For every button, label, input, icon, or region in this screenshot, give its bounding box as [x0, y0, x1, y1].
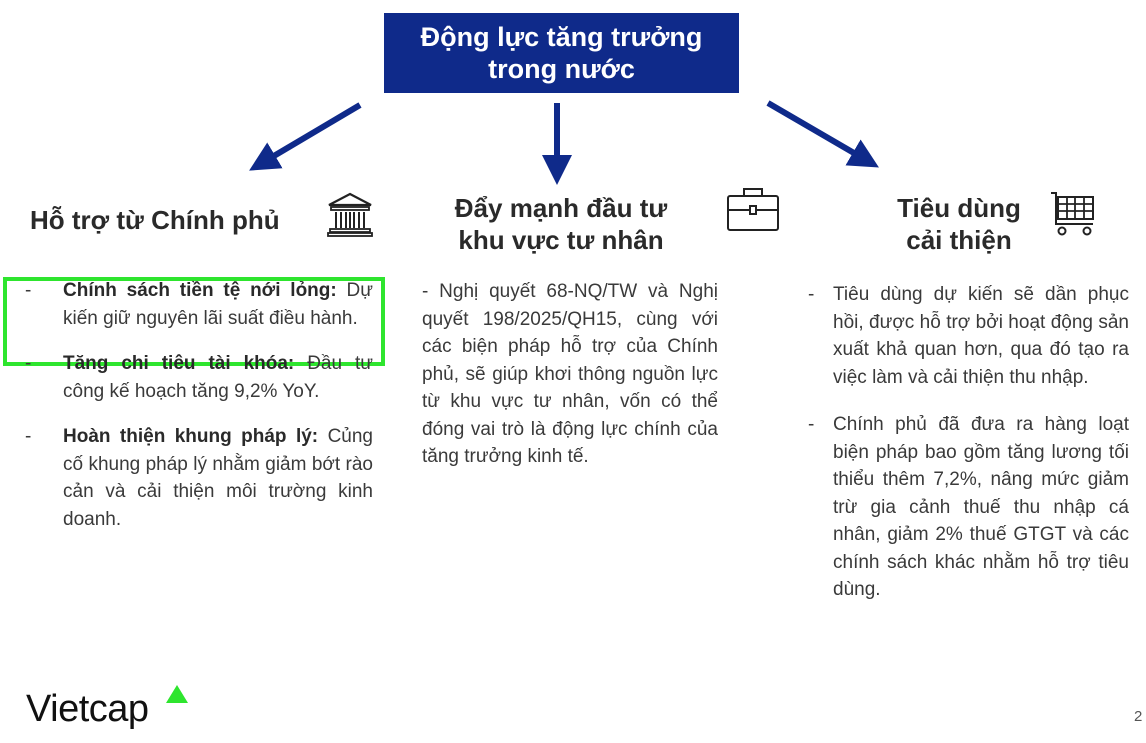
list-item: - Hoàn thiện khung pháp lý: Củng cố khung pháp lý nhằm giảm bớt rào cản và cải thiện môi trường kinh doanh.: [25, 426, 373, 530]
list-item: - Chính sách tiền tệ nới lỏng: Dự kiến giữ nguyên lãi suất điều hành.: [25, 280, 373, 329]
right-bullet-list: [808, 281, 1129, 622]
page-number: 2: [1134, 708, 1143, 725]
left-bullet-list: [25, 277, 373, 551]
logo-triangle-icon: [165, 684, 189, 704]
arrow-right: [768, 103, 866, 160]
middle-column-title: Đẩy mạnh đầu tư khu vực tư nhân: [454, 193, 668, 255]
list-item: - Tăng chi tiêu tài khóa: Đầu tư công kế hoạch tăng 9,2% YoY.: [25, 353, 373, 402]
right-column-title: Tiêu dùng cải thiện: [897, 193, 1021, 255]
arrow-left: [262, 105, 360, 163]
top-title: Động lực tăng trưởng trong nước: [420, 22, 703, 84]
left-column-title: Hỗ trợ từ Chính phủ: [30, 205, 280, 235]
middle-paragraph: - Nghị quyết 68-NQ/TW và Nghị quyết 198/2025/QH15, cùng với các biện pháp hỗ trợ của Chính phủ, sẽ giúp khơi thông nguồn lực từ khu vực tư nhân, vốn có thể đóng vai trò là động lực chính của tăng trưởng kinh tế.: [422, 281, 718, 467]
shopping-cart-icon: [1049, 190, 1097, 238]
bank-icon: [326, 192, 374, 238]
briefcase-icon: [726, 186, 780, 232]
vietcap-logo: Vietcap: [26, 688, 149, 730]
top-title-box: [384, 13, 739, 93]
list-item: - Tiêu dùng dự kiến sẽ dần phục hồi, được hỗ trợ bởi hoạt động sản xuất khả quan hơn, qua đó tạo ra việc làm và cải thiện thu nhập.: [808, 284, 1129, 388]
list-item: - Chính phủ đã đưa ra hàng loạt biện pháp bao gồm tăng lương tối thiểu thêm 7,2%, nâng mức giảm trừ gia cảnh thuế thu nhập cá nhân, giảm 2% thuế GTGT và các chính sách khác nhằm hỗ trợ tiêu dùng.: [808, 414, 1129, 600]
